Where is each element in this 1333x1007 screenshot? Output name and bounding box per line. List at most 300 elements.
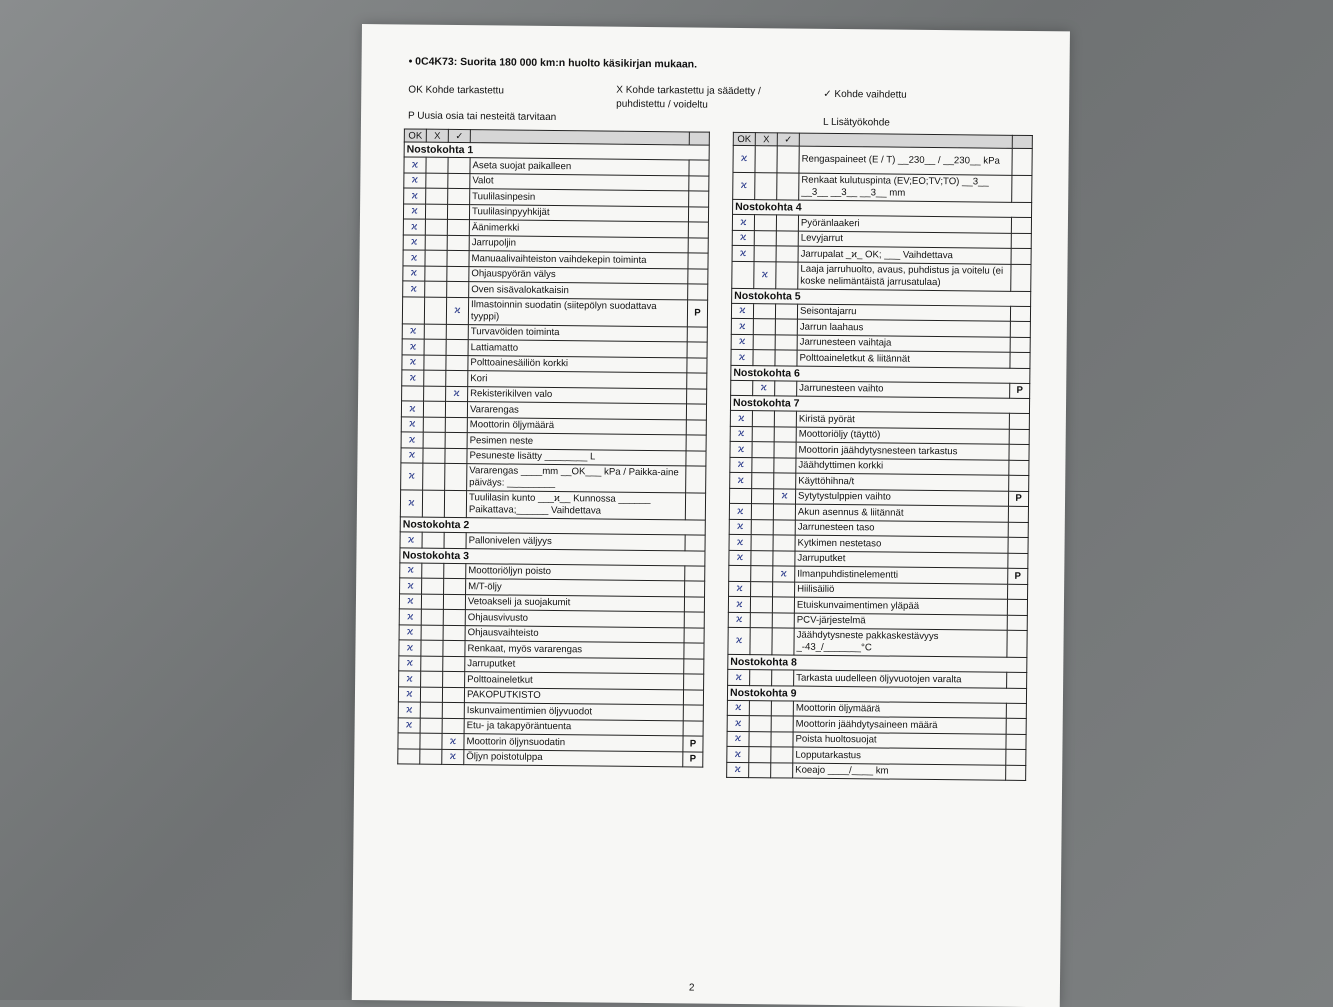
mark-cell-x[interactable] — [753, 303, 775, 319]
item-label: Kiristä pyörät — [796, 411, 1009, 429]
parts-needed-cell — [687, 326, 707, 342]
mark-cell-chk[interactable] — [773, 504, 795, 520]
mark-cell-chk[interactable] — [447, 204, 469, 220]
mark-cell-x[interactable] — [750, 612, 772, 628]
parts-needed-cell — [1006, 749, 1026, 765]
parts-needed-cell — [1010, 337, 1030, 353]
mark-cell-chk[interactable] — [773, 550, 795, 566]
mark-cell-x[interactable] — [422, 490, 444, 517]
mark-cell-x[interactable] — [420, 718, 442, 734]
mark-cell-x[interactable] — [751, 519, 773, 535]
item-label: Jarrupoljin — [469, 235, 688, 253]
mark-cell-ok[interactable]: ϰ — [403, 265, 425, 281]
mark-cell-chk[interactable] — [442, 687, 464, 703]
mark-cell-chk[interactable] — [443, 671, 465, 687]
parts-needed-cell — [1008, 522, 1028, 538]
mark-cell-x[interactable] — [426, 157, 448, 173]
mark-cell-x[interactable] — [752, 442, 774, 458]
mark-cell-ok[interactable] — [731, 380, 753, 396]
parts-needed-cell — [688, 253, 708, 269]
item-label: Tuulilasinpesin — [470, 189, 689, 207]
mark-cell-ok[interactable]: ϰ — [399, 593, 421, 609]
mark-cell-x[interactable] — [751, 550, 773, 566]
parts-needed-cell — [685, 581, 705, 597]
mark-cell-ok[interactable]: ϰ — [403, 234, 425, 250]
mark-cell-chk[interactable] — [447, 266, 469, 282]
mark-cell-x[interactable] — [754, 246, 776, 262]
mark-cell-chk[interactable] — [445, 448, 467, 464]
mark-cell-x[interactable] — [753, 319, 775, 335]
mark-cell-ok[interactable] — [402, 385, 424, 401]
mark-cell-x[interactable] — [426, 188, 448, 204]
mark-cell-ok[interactable]: ϰ — [400, 562, 422, 578]
parts-needed-cell — [683, 705, 703, 721]
section-heading: Nostokohta 2 — [400, 517, 705, 535]
right-checklist-table — [726, 132, 1033, 781]
mark-cell-chk[interactable] — [447, 235, 469, 251]
item-label: Vetoakseli ja suojakumit — [465, 594, 684, 612]
mark-cell-ok[interactable]: ϰ — [730, 472, 752, 488]
mark-cell-chk[interactable] — [446, 339, 468, 355]
mark-cell-x[interactable] — [424, 339, 446, 355]
mark-cell-chk[interactable] — [772, 628, 794, 655]
item-label: Jarruputket — [465, 656, 684, 674]
mark-cell-ok[interactable] — [398, 733, 420, 749]
mark-cell-ok[interactable]: ϰ — [729, 550, 751, 566]
item-label: Käyttöhihna/t — [796, 473, 1009, 491]
mark-cell-x[interactable] — [425, 235, 447, 251]
mark-cell-ok[interactable]: ϰ — [732, 245, 754, 261]
mark-cell-x[interactable] — [421, 640, 443, 656]
item-label: Öljyn poistotulppa — [464, 749, 683, 767]
mark-cell-ok[interactable]: ϰ — [727, 715, 749, 731]
mark-cell-ok[interactable]: ϰ — [398, 702, 420, 718]
mark-cell-chk[interactable]: ϰ — [773, 566, 795, 582]
mark-cell-x[interactable] — [425, 204, 447, 220]
parts-needed-cell — [1012, 175, 1032, 202]
parts-needed-cell — [1009, 444, 1029, 460]
item-label: Jarrunesteen vaihtaja — [797, 335, 1010, 353]
mark-cell-ok[interactable]: ϰ — [401, 447, 423, 463]
parts-needed-cell — [688, 222, 708, 238]
section-heading: Nostokohta 1 — [404, 142, 709, 160]
mark-cell-x[interactable] — [425, 281, 447, 297]
mark-cell-x[interactable]: ϰ — [753, 380, 775, 396]
mark-cell-ok[interactable]: ϰ — [729, 534, 751, 550]
parts-needed-cell — [1011, 233, 1031, 249]
parts-needed-cell — [684, 658, 704, 674]
mark-cell-ok[interactable]: ϰ — [400, 578, 422, 594]
mark-cell-x[interactable] — [423, 432, 445, 448]
mark-cell-x[interactable] — [751, 504, 773, 520]
mark-cell-x[interactable] — [752, 473, 774, 489]
mark-cell-x[interactable] — [424, 324, 446, 340]
mark-cell-x[interactable] — [751, 535, 773, 551]
item-label: Poista huoltosuojat — [793, 732, 1006, 750]
mark-cell-x[interactable] — [424, 386, 446, 402]
mark-cell-ok[interactable]: ϰ — [733, 145, 755, 172]
mark-cell-ok[interactable]: ϰ — [730, 441, 752, 457]
mark-cell-x[interactable] — [755, 146, 777, 173]
parts-needed-cell — [686, 450, 706, 466]
legend-l: L Lisätyökohde — [822, 116, 890, 129]
mark-cell-ok[interactable]: ϰ — [729, 581, 751, 597]
mark-cell-x[interactable] — [752, 411, 774, 427]
mark-cell-chk[interactable] — [444, 578, 466, 594]
parts-needed-cell — [1009, 429, 1029, 445]
mark-cell-ok[interactable]: ϰ — [404, 157, 426, 173]
mark-cell-chk[interactable] — [771, 731, 793, 747]
parts-needed-cell — [1007, 599, 1027, 615]
parts-needed-cell — [684, 674, 704, 690]
mark-cell-x[interactable] — [752, 426, 774, 442]
mark-cell-chk[interactable] — [773, 581, 795, 597]
item-label: Moottorin öljymäärä — [793, 701, 1006, 719]
item-label: Rengaspaineet (E / T) __230__ / __230__ kPa — [799, 146, 1012, 175]
mark-cell-x[interactable] — [423, 401, 445, 417]
mark-cell-ok[interactable]: ϰ — [399, 671, 421, 687]
mark-cell-ok[interactable]: ϰ — [398, 686, 420, 702]
mark-cell-ok[interactable]: ϰ — [728, 612, 750, 628]
mark-cell-x[interactable]: ϰ — [754, 261, 776, 288]
mark-cell-x[interactable] — [749, 762, 771, 778]
mark-cell-chk[interactable]: ϰ — [446, 386, 468, 402]
mark-cell-ok[interactable]: ϰ — [731, 318, 753, 334]
item-label: Jäähdytysneste pakkaskestävyys _-43_/_______°C — [794, 628, 1007, 657]
mark-cell-ok[interactable]: ϰ — [728, 669, 750, 685]
mark-cell-x[interactable] — [754, 215, 776, 231]
mark-cell-ok[interactable]: ϰ — [733, 172, 755, 199]
mark-cell-x[interactable] — [751, 566, 773, 582]
mark-cell-x[interactable] — [424, 370, 446, 386]
mark-cell-chk[interactable] — [445, 401, 467, 417]
item-label: PCV-järjestelmä — [794, 613, 1007, 631]
mark-cell-chk[interactable] — [771, 700, 793, 716]
mark-cell-chk[interactable] — [777, 173, 799, 200]
parts-needed-cell — [1010, 352, 1030, 368]
checklist-row — [733, 172, 1032, 202]
parts-needed-cell — [1006, 765, 1026, 781]
item-label: Jarruputket — [795, 551, 1008, 569]
item-label: Renkaat, myös vararengas — [465, 641, 684, 659]
mark-cell-chk[interactable] — [775, 350, 797, 366]
mark-cell-chk[interactable] — [775, 303, 797, 319]
mark-cell-ok[interactable]: ϰ — [398, 717, 420, 733]
mark-cell-chk[interactable] — [777, 146, 799, 173]
item-label: Seisontajarru — [797, 304, 1010, 322]
mark-cell-chk[interactable] — [445, 432, 467, 448]
mark-cell-chk[interactable] — [447, 281, 469, 297]
item-label: Ohjausvivusto — [465, 610, 684, 628]
mark-cell-x[interactable] — [750, 597, 772, 613]
mark-cell-x[interactable] — [421, 625, 443, 641]
mark-cell-chk[interactable] — [446, 355, 468, 371]
mark-cell-x[interactable] — [420, 733, 442, 749]
mark-cell-x[interactable] — [749, 700, 771, 716]
mark-cell-ok[interactable]: ϰ — [732, 214, 754, 230]
item-label: Tarkasta uudelleen öljyvuotojen varalta — [794, 670, 1007, 688]
mark-cell-ok[interactable] — [732, 261, 754, 288]
checklist-row — [400, 490, 705, 520]
mark-cell-x[interactable] — [749, 731, 771, 747]
item-label: Äänimerkki — [469, 220, 688, 238]
mark-cell-chk[interactable] — [448, 157, 470, 173]
mark-cell-chk[interactable] — [443, 625, 465, 641]
item-label: Moottoriöljy (täyttö) — [796, 427, 1009, 445]
item-label: Moottorin öljymäärä — [467, 417, 686, 435]
mark-cell-ok[interactable]: ϰ — [728, 596, 750, 612]
mark-cell-ok[interactable]: ϰ — [403, 281, 425, 297]
parts-needed-cell — [688, 206, 708, 222]
mark-cell-x[interactable] — [750, 670, 772, 686]
checklist-row — [401, 463, 706, 493]
parts-needed-cell: P — [683, 751, 703, 767]
mark-cell-chk[interactable] — [448, 173, 470, 189]
mark-cell-chk[interactable] — [444, 532, 466, 548]
mark-cell-ok[interactable] — [729, 565, 751, 581]
mark-cell-chk[interactable] — [772, 670, 794, 686]
mark-cell-chk[interactable] — [771, 716, 793, 732]
mark-cell-ok[interactable]: ϰ — [730, 410, 752, 426]
mark-cell-x[interactable] — [421, 671, 443, 687]
mark-cell-ok[interactable]: ϰ — [404, 188, 426, 204]
parts-needed-cell — [1012, 148, 1032, 175]
mark-cell-chk[interactable] — [775, 319, 797, 335]
mark-cell-chk[interactable] — [775, 380, 797, 396]
mark-cell-x[interactable] — [751, 488, 773, 504]
mark-cell-chk[interactable] — [443, 594, 465, 610]
mark-cell-x[interactable] — [425, 250, 447, 266]
checklist-row — [733, 145, 1032, 175]
mark-cell-chk[interactable] — [775, 334, 797, 350]
mark-cell-ok[interactable]: ϰ — [732, 230, 754, 246]
mark-cell-ok[interactable]: ϰ — [399, 624, 421, 640]
mark-cell-ok[interactable]: ϰ — [402, 354, 424, 370]
mark-cell-x[interactable] — [750, 628, 772, 655]
mark-cell-chk[interactable] — [772, 612, 794, 628]
mark-cell-ok[interactable]: ϰ — [727, 731, 749, 747]
mark-cell-chk[interactable] — [446, 324, 468, 340]
item-label: Manuaalivaihteiston vaihdekepin toiminta — [469, 251, 688, 269]
mark-cell-chk[interactable] — [771, 747, 793, 763]
mark-cell-x[interactable] — [753, 334, 775, 350]
mark-cell-chk[interactable] — [448, 188, 470, 204]
item-label: Moottorin jäähdytysaineen määrä — [793, 716, 1006, 734]
mark-cell-chk[interactable] — [774, 442, 796, 458]
mark-cell-chk[interactable] — [774, 473, 796, 489]
column-header-blank — [689, 132, 709, 145]
mark-cell-x[interactable] — [420, 702, 442, 718]
mark-cell-ok[interactable]: ϰ — [400, 532, 422, 548]
mark-cell-ok[interactable]: ϰ — [731, 349, 753, 365]
item-label: Etu- ja takapyöräntuenta — [464, 718, 683, 736]
item-label: Moottorin öljynsuodatin — [464, 734, 683, 752]
legend-p: P Uusia osia tai nesteitä tarvitaan — [407, 110, 557, 124]
mark-cell-x[interactable] — [425, 219, 447, 235]
mark-cell-ok[interactable]: ϰ — [729, 519, 751, 535]
mark-cell-chk[interactable] — [773, 519, 795, 535]
mark-cell-ok[interactable] — [730, 488, 752, 504]
parts-needed-cell — [687, 388, 707, 404]
mark-cell-x[interactable] — [422, 532, 444, 548]
mark-cell-ok[interactable] — [398, 748, 420, 764]
mark-cell-ok[interactable]: ϰ — [402, 339, 424, 355]
checklist-row — [728, 627, 1027, 657]
checklist-paper — [352, 24, 1070, 1007]
section-heading: Nostokohta 3 — [400, 547, 705, 565]
column-header-0: OK — [733, 132, 755, 145]
parts-needed-cell — [686, 404, 706, 420]
item-label: Lattiamatto — [468, 340, 687, 358]
mark-cell-ok[interactable]: ϰ — [727, 746, 749, 762]
item-label: Ohjausvaihteisto — [465, 625, 684, 643]
parts-needed-cell — [1007, 672, 1027, 688]
mark-cell-chk[interactable] — [443, 640, 465, 656]
mark-cell-x[interactable] — [423, 448, 445, 464]
parts-needed-cell — [1009, 460, 1029, 476]
mark-cell-x[interactable] — [421, 656, 443, 672]
mark-cell-chk[interactable] — [776, 215, 798, 231]
mark-cell-ok[interactable]: ϰ — [727, 700, 749, 716]
mark-cell-x[interactable] — [425, 266, 447, 282]
mark-cell-chk[interactable] — [444, 563, 466, 579]
mark-cell-chk[interactable] — [443, 609, 465, 625]
mark-cell-chk[interactable] — [776, 246, 798, 262]
item-label: Ilmanpuhdistinelementti — [795, 566, 1008, 584]
mark-cell-chk[interactable] — [447, 219, 469, 235]
mark-cell-chk[interactable] — [771, 762, 793, 778]
item-label: Jäähdyttimen korkki — [796, 458, 1009, 476]
mark-cell-x[interactable] — [754, 230, 776, 246]
page-number: 2 — [688, 982, 695, 994]
mark-cell-x[interactable] — [749, 747, 771, 763]
mark-cell-x[interactable] — [755, 173, 777, 200]
mark-cell-chk[interactable]: ϰ — [442, 733, 464, 749]
parts-needed-cell — [1008, 584, 1028, 600]
mark-cell-chk[interactable]: ϰ — [446, 297, 468, 324]
mark-cell-ok[interactable] — [402, 296, 424, 323]
section-heading: Nostokohta 7 — [730, 395, 1029, 413]
parts-needed-cell — [687, 342, 707, 358]
mark-cell-chk[interactable]: ϰ — [773, 488, 795, 504]
mark-cell-ok[interactable]: ϰ — [727, 762, 749, 778]
section-heading: Nostokohta 9 — [727, 685, 1026, 703]
mark-cell-x[interactable] — [752, 457, 774, 473]
mark-cell-ok[interactable]: ϰ — [404, 172, 426, 188]
mark-cell-x[interactable] — [421, 609, 443, 625]
mark-cell-chk[interactable] — [447, 250, 469, 266]
mark-cell-chk[interactable] — [776, 261, 798, 288]
mark-cell-ok[interactable]: ϰ — [399, 609, 421, 625]
mark-cell-x[interactable] — [423, 463, 445, 490]
mark-cell-chk[interactable]: ϰ — [442, 749, 464, 765]
item-label: Valot — [470, 173, 689, 191]
parts-needed-cell — [1008, 537, 1028, 553]
mark-cell-ok[interactable]: ϰ — [401, 463, 423, 490]
mark-cell-chk[interactable] — [774, 411, 796, 427]
mark-cell-x[interactable] — [422, 563, 444, 579]
parts-needed-cell — [685, 565, 705, 581]
mark-cell-ok[interactable]: ϰ — [402, 323, 424, 339]
mark-cell-x[interactable] — [421, 594, 443, 610]
mark-cell-ok[interactable]: ϰ — [401, 416, 423, 432]
mark-cell-chk[interactable] — [776, 230, 798, 246]
parts-needed-cell — [684, 596, 704, 612]
mark-cell-ok[interactable]: ϰ — [730, 426, 752, 442]
mark-cell-ok[interactable]: ϰ — [401, 432, 423, 448]
parts-needed-cell — [687, 357, 707, 373]
mark-cell-x[interactable] — [422, 578, 444, 594]
parts-needed-cell — [1008, 553, 1028, 569]
mark-cell-ok[interactable]: ϰ — [731, 303, 753, 319]
checklist-row — [732, 261, 1031, 291]
mark-cell-x[interactable] — [424, 355, 446, 371]
item-label: Vararengas ____mm __OK___ kPa / Paikka-aine päiväys: _________ — [467, 464, 686, 493]
mark-cell-x[interactable] — [426, 173, 448, 189]
item-label: Akun asennus & liitännät — [795, 504, 1008, 522]
parts-needed-cell — [683, 720, 703, 736]
mark-cell-x[interactable] — [753, 350, 775, 366]
checklist-row — [727, 762, 1026, 781]
parts-needed-cell — [685, 535, 705, 551]
mark-cell-chk[interactable] — [774, 457, 796, 473]
mark-cell-chk[interactable] — [446, 370, 468, 386]
mark-cell-chk[interactable] — [772, 597, 794, 613]
item-label: Sytytystulppien vaihto — [795, 489, 1008, 507]
mark-cell-ok[interactable]: ϰ — [728, 627, 750, 654]
mark-cell-x[interactable] — [420, 687, 442, 703]
parts-needed-cell — [688, 268, 708, 284]
mark-cell-ok[interactable]: ϰ — [400, 490, 422, 517]
item-label: Rekisterikilven valo — [468, 386, 687, 404]
parts-needed-cell — [684, 612, 704, 628]
mark-cell-ok[interactable]: ϰ — [730, 457, 752, 473]
mark-cell-x[interactable] — [749, 716, 771, 732]
mark-cell-chk[interactable] — [444, 490, 466, 517]
checklist-row — [402, 296, 707, 326]
mark-cell-chk[interactable] — [442, 718, 464, 734]
parts-needed-cell — [689, 160, 709, 176]
mark-cell-ok[interactable]: ϰ — [729, 503, 751, 519]
mark-cell-ok[interactable]: ϰ — [399, 640, 421, 656]
mark-cell-ok[interactable]: ϰ — [403, 250, 425, 266]
section-heading: Nostokohta 4 — [733, 199, 1032, 217]
mark-cell-chk[interactable] — [445, 417, 467, 433]
mark-cell-ok[interactable]: ϰ — [402, 370, 424, 386]
item-label: Moottorin jäähdytysnesteen tarkastus — [796, 442, 1009, 460]
item-label: Tuulilasinpyyhkijät — [469, 204, 688, 222]
mark-cell-ok[interactable]: ϰ — [403, 203, 425, 219]
item-label: Moottoriöljyn poisto — [466, 563, 685, 581]
mark-cell-ok[interactable]: ϰ — [399, 655, 421, 671]
mark-cell-x[interactable] — [751, 581, 773, 597]
mark-cell-x[interactable] — [423, 417, 445, 433]
column-header-blank — [1012, 135, 1032, 148]
parts-needed-cell — [1009, 413, 1029, 429]
mark-cell-chk[interactable] — [443, 656, 465, 672]
mark-cell-x[interactable] — [420, 749, 442, 765]
mark-cell-ok[interactable]: ϰ — [731, 334, 753, 350]
mark-cell-ok[interactable]: ϰ — [403, 219, 425, 235]
mark-cell-chk[interactable] — [442, 702, 464, 718]
mark-cell-x[interactable] — [424, 297, 446, 324]
item-label: Vararengas — [467, 402, 686, 420]
mark-cell-chk[interactable] — [774, 426, 796, 442]
parts-needed-cell: P — [683, 736, 703, 752]
mark-cell-chk[interactable] — [773, 535, 795, 551]
mark-cell-chk[interactable] — [445, 463, 467, 490]
mark-cell-ok[interactable]: ϰ — [401, 401, 423, 417]
